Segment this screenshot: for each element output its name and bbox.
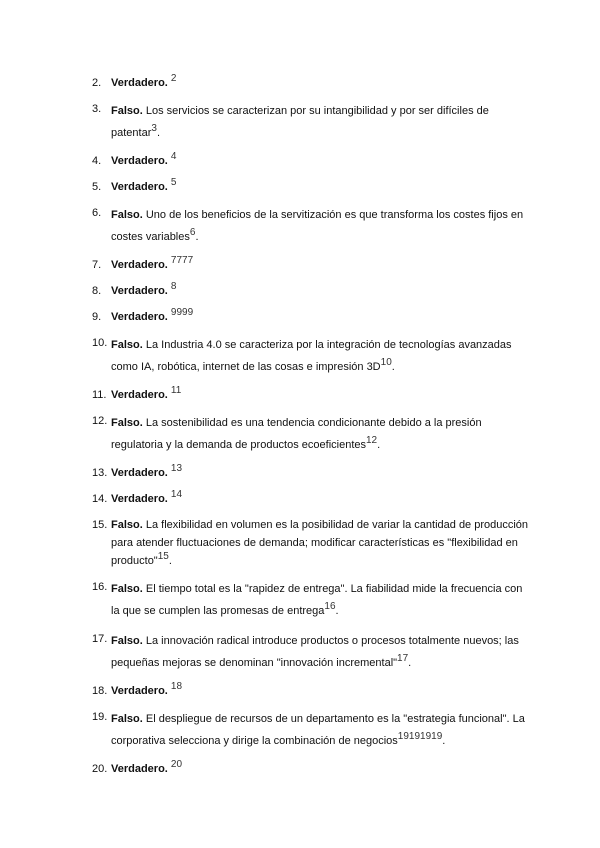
footnote-ref[interactable]: 17 [397, 653, 409, 664]
answer-list [92, 74, 532, 786]
answer-label: Verdadero. [111, 763, 168, 775]
answer-label: Falso. [111, 105, 143, 117]
footnote-ref[interactable]: 20 [170, 759, 183, 770]
answer-text: El despliegue de recursos de un departamento es la "estrategia funcional". La corporativa selecciona y dirige la combinación de negocios [111, 713, 525, 747]
answer-label: Verdadero. [111, 155, 168, 167]
list-item: 17. Falso. La innovación radical introduce productos o procesos totalmente nuevos; las pequeñas mejoras se denominan "innovación incremental"$^{17}$. [92, 630, 532, 674]
answer-text: Uno de los beneficios de la servitización es que transforma los costes fijos en costes variables [111, 209, 524, 243]
list-item: 10. Falso. La Industria 4.0 se caracteriza por la integración de tecnologías avanzadas como IA, robótica, internet de las cosas e impresión 3D$^{10}$. [92, 334, 532, 378]
answer-label: Falso. [111, 583, 143, 595]
footnote-ref[interactable]: 16 [324, 601, 336, 612]
item-number: 12. [92, 415, 108, 427]
footnote-ref[interactable]: 14 [170, 489, 183, 500]
footnote-ref[interactable]: 12 [366, 435, 378, 446]
item-number: 16. [92, 581, 108, 593]
footnote-ref[interactable]: 10 [380, 357, 392, 368]
footnote-ref[interactable]: 13 [170, 463, 183, 474]
answer-label: Verdadero. [111, 285, 168, 297]
answer-label: Verdadero. [111, 77, 168, 89]
list-item: 16. Falso. El tiempo total es la "rapidez de entrega". La fiabilidad mide la frecuencia con la que se cumplen las promesas de entrega$^{16}$. [92, 578, 532, 622]
answer-text: La innovación radical introduce productos o procesos totalmente nuevos; las pequeñas mejoras se denominan "innovación incremental" [111, 635, 519, 669]
item-number: 8. [92, 285, 102, 297]
item-number: 4. [92, 155, 102, 167]
answer-label: Falso. [111, 339, 143, 351]
footnote-ref[interactable]: 11 [170, 385, 182, 396]
answer-label: Falso. [111, 209, 143, 221]
answer-label: Falso. [111, 417, 143, 429]
list-item [92, 282, 532, 300]
answer-label: Verdadero. [111, 685, 168, 697]
answer-label: Falso. [111, 635, 143, 647]
footnote-ref[interactable]: 4 [170, 151, 177, 162]
answer-text: Los servicios se caracterizan por su intangibilidad y por ser difíciles de patentar [111, 105, 489, 139]
list-item [92, 74, 532, 92]
footnote-ref[interactable]: 15 [157, 551, 169, 562]
footnote-ref[interactable]: 5 [170, 177, 177, 188]
item-number: 7. [92, 259, 102, 271]
item-number: 14. [92, 493, 108, 505]
answer-label: Verdadero. [111, 259, 168, 271]
list-item: 6. Falso. Uno de los beneficios de la servitización es que transforma los costes fijos en costes variables$^6$. [92, 204, 532, 248]
answer-label: Falso. [111, 519, 143, 531]
list-item [92, 152, 532, 170]
footnote-ref[interactable]: 2 [170, 73, 177, 84]
list-item: 15. Falso. La flexibilidad en volumen es la posibilidad de variar la cantidad de producción para atender fluctuaciones de demanda; modificar características es "flexibilidad en producto"$^{15}$. [92, 516, 532, 570]
footnote-ref[interactable]: 7777 [170, 255, 194, 266]
list-item: 19. Falso. El despliegue de recursos de un departamento es la "estrategia funcional". La corporativa selecciona y dirige la combinación de negocios$^{19191919}$. [92, 708, 532, 752]
list-item [92, 760, 532, 778]
item-number: 9. [92, 311, 102, 323]
footnote-ref[interactable]: 8 [170, 281, 177, 292]
footnote-ref[interactable]: 18 [170, 681, 183, 692]
item-number: 18. [92, 685, 108, 697]
item-number: 15. [92, 519, 108, 531]
item-number: 10. [92, 337, 108, 349]
list-item [92, 386, 532, 404]
footnote-ref[interactable]: 6 [189, 227, 196, 238]
item-number: 5. [92, 181, 102, 193]
answer-text: El tiempo total es la "rapidez de entrega". La fiabilidad mide la frecuencia con la que se cumplen las promesas de entrega [111, 583, 523, 617]
answer-label: Verdadero. [111, 493, 168, 505]
item-number: 3. [92, 103, 102, 115]
answer-label: Verdadero. [111, 389, 168, 401]
item-number: 19. [92, 711, 108, 723]
footnote-ref[interactable]: 3 [151, 123, 157, 134]
list-item [92, 490, 532, 508]
footnote-ref[interactable]: 19191919 [397, 731, 443, 742]
answer-label: Verdadero. [111, 467, 168, 479]
answer-label: Verdadero. [111, 181, 168, 193]
item-number: 6. [92, 207, 102, 219]
list-item [92, 256, 532, 274]
answer-text: La flexibilidad en volumen es la posibilidad de variar la cantidad de producción para atender fluctuaciones de demanda; modificar características es "flexibilidad en producto" [111, 519, 529, 567]
answer-label: Verdadero. [111, 311, 168, 323]
list-item: 3. Falso. Los servicios se caracterizan por su intangibilidad y por ser difíciles de patentar$^3$. [92, 100, 532, 144]
item-number: 13. [92, 467, 108, 479]
list-item [92, 682, 532, 700]
answer-text: La Industria 4.0 se caracteriza por la integración de tecnologías avanzadas como IA, robótica, internet de las cosas e impresión 3D [111, 339, 512, 373]
list-item: 12. Falso. La sostenibilidad es una tendencia condicionante debido a la presión regulatoria y la demanda de productos ecoeficientes$^{12}$. [92, 412, 532, 456]
list-item [92, 178, 532, 196]
item-number: 20. [92, 763, 108, 775]
item-number: 11. [92, 389, 107, 401]
answer-text: La sostenibilidad es una tendencia condicionante debido a la presión regulatoria y la demanda de productos ecoeficientes [111, 417, 482, 451]
answer-label: Falso. [111, 713, 143, 725]
list-item [92, 308, 532, 326]
footnote-ref[interactable]: 9999 [170, 307, 194, 318]
item-number: 2. [92, 77, 102, 89]
list-item [92, 464, 532, 482]
item-number: 17. [92, 633, 108, 645]
